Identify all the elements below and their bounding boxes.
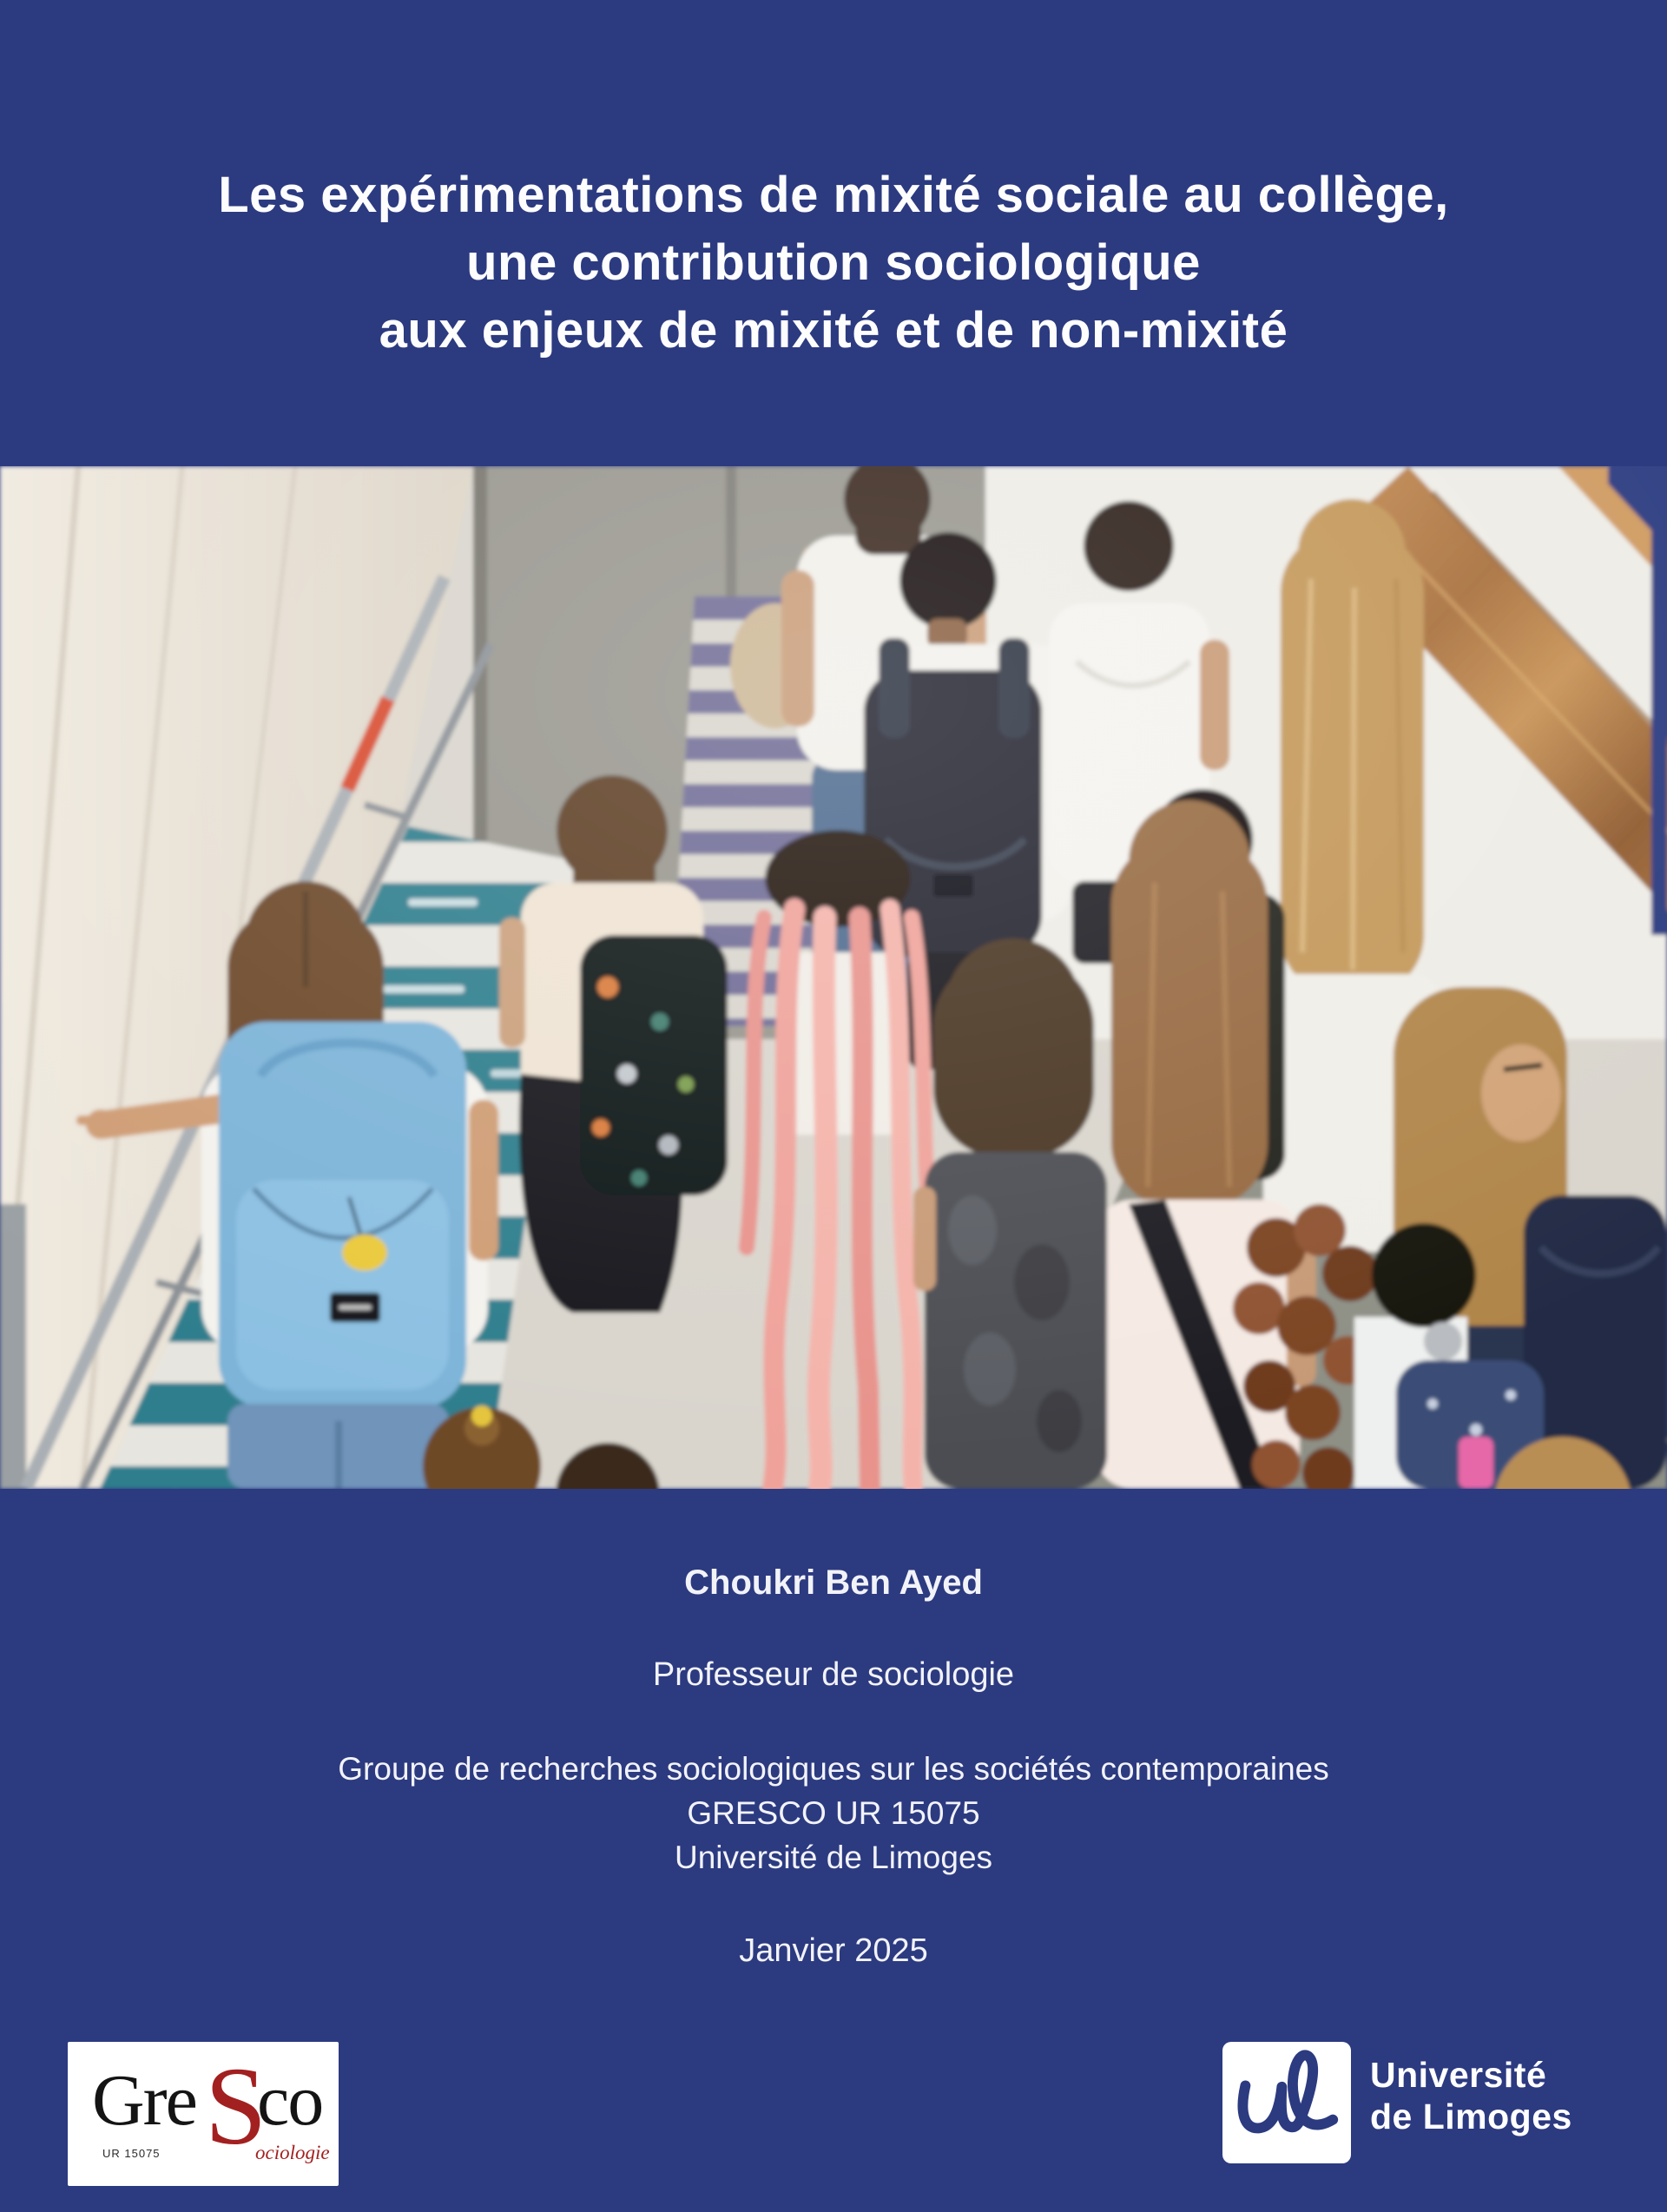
cover-title-line2: une contribution sociologique: [466, 234, 1201, 291]
gresco-logo-text-s: S: [205, 2044, 267, 2168]
gresco-logo-text-gre: Gre: [92, 2060, 196, 2141]
affiliation-line-lab: GRESCO UR 15075: [687, 1795, 980, 1831]
ul-logo-line2: de Limoges: [1370, 2097, 1572, 2136]
affiliation-line-university: Université de Limoges: [674, 1840, 993, 1875]
ul-logo-line1: Université: [1370, 2055, 1547, 2095]
cover-photo-students-staircase: [0, 466, 1667, 1489]
affiliation-line-research-group: Groupe de recherches sociologiques sur les sociétés contemporaines: [338, 1751, 1329, 1787]
gresco-logo: [68, 2042, 339, 2186]
staircase-scene: [0, 466, 1667, 1489]
cover-title-line3: aux enjeux de mixité et de non-mixité: [379, 302, 1288, 359]
photo-light-overlay: [0, 466, 1667, 1489]
author-name: Choukri Ben Ayed: [684, 1564, 983, 1602]
cover-title-line1: Les expérimentations de mixité sociale au collège,: [218, 167, 1449, 223]
publication-date: Janvier 2025: [739, 1932, 928, 1969]
gresco-logo-sociologie: ociologie: [255, 2142, 330, 2163]
universite-limoges-logo-mark: [1222, 2042, 1351, 2163]
universite-limoges-logo-text: [1370, 2054, 1572, 2137]
ul-script-monogram-icon: [1222, 2042, 1351, 2163]
gresco-logo-text-co: co: [257, 2060, 323, 2141]
author-role: Professeur de sociologie: [652, 1656, 1015, 1693]
cover-title: [0, 161, 1667, 365]
gresco-logo-ur-number: UR 15075: [102, 2147, 161, 2160]
author-affiliation: [0, 1747, 1667, 1880]
